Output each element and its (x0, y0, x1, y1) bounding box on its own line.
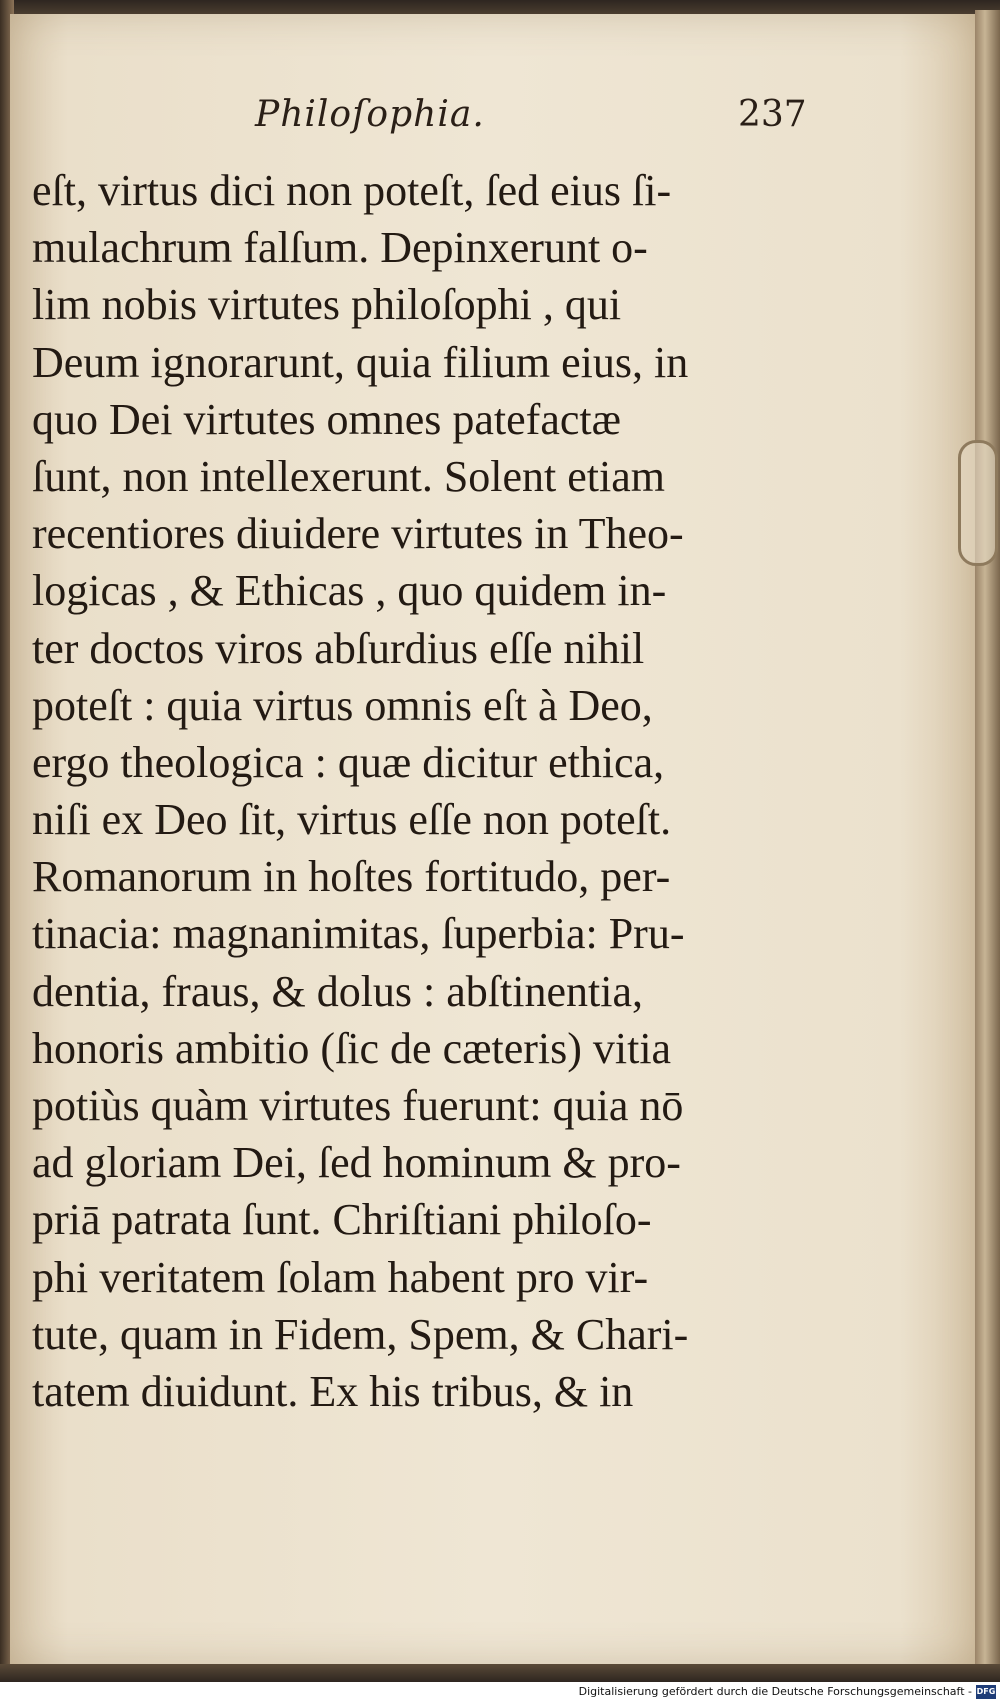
text-line: lim nobis virtutes philoſophi , qui (32, 280, 622, 330)
text-line: ter doctos viros abſurdius eſſe nihil (32, 623, 645, 673)
book-fore-edge (975, 10, 1000, 1670)
dfg-logo: DFG (976, 1685, 996, 1699)
running-head: Philoſophia. (255, 94, 485, 135)
text-line: tute, quam in Fidem, Spem, & Chari- (32, 1309, 689, 1359)
text-line: ſunt, non intellexerunt. Solent etiam (32, 451, 665, 501)
text-line: mulachrum falſum. Depinxerunt o- (32, 223, 648, 273)
text-line: ergo theologica : quæ dicitur ethica, (32, 737, 665, 787)
text-line: logicas , & Ethicas , quo quidem in- (32, 566, 667, 616)
text-line: quo Dei virtutes omnes patefactæ (32, 394, 621, 444)
text-line: dentia, fraus, & dolus : abſtinentia, (32, 966, 643, 1016)
text-line: recentiores diuidere virtutes in Theo- (32, 509, 684, 559)
footer-credit: Digitalisierung gefördert durch die Deutsche Forschungsgemeinschaft - (578, 1685, 972, 1698)
text-line: eſt, virtus dici non poteſt, ſed eius ſi- (32, 166, 672, 215)
text-line: poteſt : quia virtus omnis eſt à Deo, (32, 680, 653, 730)
text-line: tatem diuidunt. Ex his tribus, & in (32, 1366, 634, 1416)
text-line: priā patrata ſunt. Chriſtiani philoſo- (32, 1195, 652, 1245)
paper-page (10, 14, 978, 1664)
page-number: 237 (738, 94, 807, 135)
footer-bar (0, 1682, 1000, 1704)
book-bottom-edge (0, 1664, 1000, 1682)
text-line: niſi ex Deo ſit, virtus eſſe non poteſt. (32, 795, 672, 845)
page-clip-mark (958, 440, 998, 566)
text-line: tinacia: magnanimitas, ſuperbia: Pru- (32, 909, 685, 959)
body-text (32, 162, 832, 1420)
text-line: potiùs quàm virtutes fuerunt: quia nō (32, 1081, 684, 1130)
text-line: Deum ignorarunt, quia filium eius, in (32, 337, 689, 387)
text-line: ad gloriam Dei, ſed hominum & pro- (32, 1138, 681, 1188)
text-line: Romanorum in hoſtes fortitudo, per- (32, 852, 671, 902)
text-line: honoris ambitio (ſic de cæteris) vitia (32, 1023, 672, 1073)
text-line: phi veritatem ſolam habent pro vir- (32, 1252, 649, 1302)
